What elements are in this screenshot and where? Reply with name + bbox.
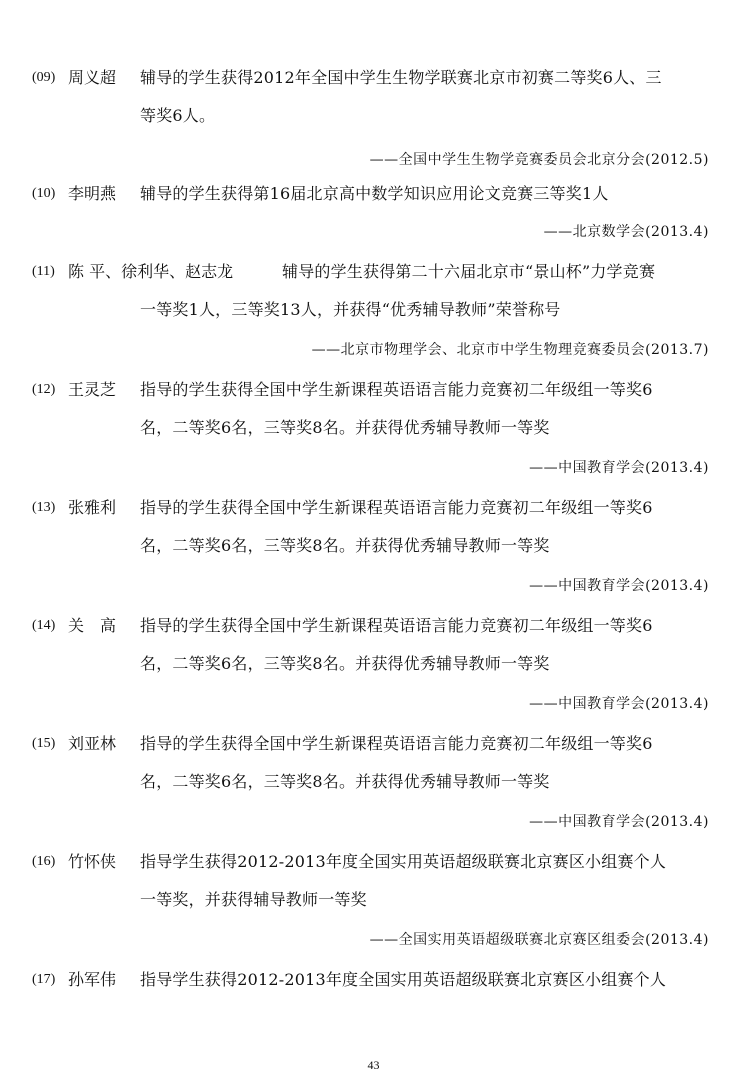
- entry-name: 孙军伟: [68, 970, 117, 989]
- entry-text-line1: 指导学生获得2012-2013年度全国实用英语超级联赛北京赛区小组赛个人: [140, 852, 667, 871]
- entry-number: (17): [32, 972, 56, 987]
- entry-text-line2: 一等奖，并获得辅导教师一等奖: [140, 890, 367, 909]
- entry-source: ——中国教育学会(2013.4): [529, 696, 709, 712]
- entry-number: (11): [32, 264, 55, 279]
- entry-text-line1: 指导的学生获得全国中学生新课程英语语言能力竞赛初二年级组一等奖6: [140, 498, 653, 517]
- entry-text-line1: 指导学生获得2012-2013年度全国实用英语超级联赛北京赛区小组赛个人: [140, 970, 667, 989]
- entry-number: (12): [32, 382, 56, 397]
- entry-name: 张雅利: [68, 498, 117, 517]
- entry-source: ——中国教育学会(2013.4): [529, 578, 709, 594]
- entry-text-line2: 等奖6人。: [140, 106, 216, 125]
- entry-source: ——中国教育学会(2013.4): [529, 460, 709, 476]
- entry-text-line2: 名，二等奖6名，三等奖8名。并获得优秀辅导教师一等奖: [140, 654, 550, 673]
- entry-text-line1: 指导的学生获得全国中学生新课程英语语言能力竞赛初二年级组一等奖6: [140, 380, 653, 399]
- entry-number: (15): [32, 736, 56, 751]
- entry-text-line2: 名，二等奖6名，三等奖8名。并获得优秀辅导教师一等奖: [140, 418, 550, 437]
- entry-text-line1: 辅导的学生获得第16届北京高中数学知识应用论文竞赛三等奖1人: [140, 184, 609, 203]
- entry-text-line1: 辅导的学生获得第二十六届北京市“景山杯”力学竞赛: [282, 262, 656, 281]
- entry-text-line1: 指导的学生获得全国中学生新课程英语语言能力竞赛初二年级组一等奖6: [140, 616, 653, 635]
- entry-name: 刘亚林: [68, 734, 117, 753]
- entry-name: 周义超: [68, 68, 117, 87]
- entry-source: ——北京市物理学会、北京市中学生物理竞赛委员会(2013.7): [311, 342, 709, 358]
- entry-number: (09): [32, 70, 56, 85]
- entry-source: ——中国教育学会(2013.4): [529, 814, 709, 830]
- entry-name: 李明燕: [68, 184, 117, 203]
- entry-name: 关 高: [68, 616, 117, 635]
- entry-number: (10): [32, 186, 56, 201]
- entry-text-line2: 一等奖1人，三等奖13人，并获得“优秀辅导教师”荣誉称号: [140, 300, 561, 319]
- entry-source: ——全国中学生生物学竞赛委员会北京分会(2012.5): [369, 152, 709, 168]
- entry-number: (13): [32, 500, 56, 515]
- page-number: 43: [367, 1058, 380, 1072]
- entry-number: (14): [32, 618, 56, 633]
- entry-name: 王灵芝: [68, 380, 117, 399]
- entry-number: (16): [32, 854, 56, 869]
- entry-text-line2: 名，二等奖6名，三等奖8名。并获得优秀辅导教师一等奖: [140, 536, 550, 555]
- entry-source: ——北京数学会(2013.4): [543, 224, 709, 240]
- entry-text-line1: 辅导的学生获得2012年全国中学生生物学联赛北京市初赛二等奖6人、三: [140, 68, 662, 87]
- entry-name: 竹怀侠: [68, 852, 117, 871]
- entry-text-line2: 名，二等奖6名，三等奖8名。并获得优秀辅导教师一等奖: [140, 772, 550, 791]
- entry-name: 陈 平、徐利华、赵志龙: [68, 262, 234, 281]
- entry-text-line1: 指导的学生获得全国中学生新课程英语语言能力竞赛初二年级组一等奖6: [140, 734, 653, 753]
- entry-source: ——全国实用英语超级联赛北京赛区组委会(2013.4): [369, 932, 709, 948]
